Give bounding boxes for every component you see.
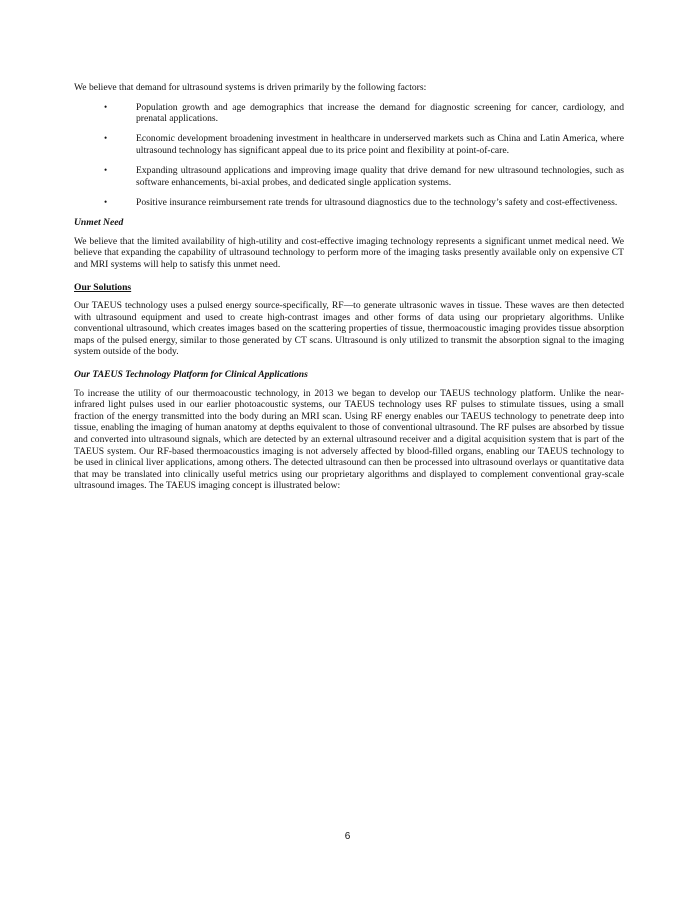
platform-paragraph: To increase the utility of our thermoacoustic technology, in 2013 we began to develop our TAEUS technology platform. Unlike the near-infrared light pulses used in our earlier photoacoustic systems, our TAEUS technology uses RF pulses to stimulate tissues, using a small fraction of the energy transmitted into the body during an MRI scan. Using RF energy enables our TAEUS technology to penetrate deep into tissue, enabling the imaging of human anatomy at depths equivalent to those of conventional ultrasound. The RF pulses are absorbed by tissue and converted into ultrasound signals, which are detected by an external ultrasound receiver and a digital acquisition system that is part of the TAEUS system. Our RF-based thermoacoustics imaging is not adversely affected by blood-filled organs, enabling our TAEUS technology to be used in clinical liver applications, among others. The detected ultrasound can then be processed into ultrasound overlays or quantitative data that may be translated into clinically useful metrics using our proprietary algorithms and displayed to complement conventional gray-scale ultrasound images. The TAEUS imaging concept is illustrated below: [74, 387, 624, 492]
list-item-text: Population growth and age demographics that increase the demand for diagnostic screening for cancer, cardiology, and prenatal applications. [136, 101, 624, 125]
list-item-text: Expanding ultrasound applications and improving image quality that drive demand for new ultrasound technologies, such as software enhancements, bi-axial probes, and dedicated single application systems. [136, 165, 624, 188]
bullet-icon: • [104, 133, 108, 144]
list-item [74, 165, 624, 188]
unmet-need-heading: Unmet Need [74, 217, 124, 229]
list-item [74, 102, 624, 125]
our-solutions-paragraph: Our TAEUS technology uses a pulsed energy source-specifically, RF—to generate ultrasonic waves in tissue. These waves are then detected with ultrasound equipment and used to create high-contrast images and other forms of data using our proprietary algorithms. Unlike conventional ultrasound, which creates images based on the scattering properties of tissue, thermoacoustic imaging provides tissue absorption maps of the pulsed energy, similar to those generated by CT scans. Ultrasound is only utilized to transmit the absorption signal to the imaging system outside of the body. [74, 300, 624, 358]
list-item-text: Economic development broadening investment in healthcare in underserved markets such as China and Latin America, where ultrasound technology has significant appeal due to its price point and flexibility at point-of-care. [136, 133, 624, 156]
list-item [74, 133, 624, 156]
bullet-icon: • [104, 165, 108, 176]
list-item-text: Positive insurance reimbursement rate trends for ultrasound diagnostics due to the technology’s safety and cost-effectiveness. [136, 196, 618, 208]
list-item [74, 197, 624, 209]
bullet-icon: • [104, 196, 108, 207]
bullet-icon: • [104, 101, 108, 112]
intro-paragraph: We believe that demand for ultrasound systems is driven primarily by the following factors: [74, 82, 427, 93]
demand-factors-list [74, 102, 624, 209]
page-number: 6 [344, 831, 351, 842]
unmet-need-paragraph: We believe that the limited availability of high-utility and cost-effective imaging technology represents a significant unmet medical need. We believe that expanding the capability of ultrasound technology to perform more of the imaging tasks presently available only on expensive CT and MRI systems will help to satisfy this unmet need. [74, 235, 624, 270]
platform-heading: Our TAEUS Technology Platform for Clinical Applications [74, 369, 308, 381]
document-body [74, 82, 624, 503]
our-solutions-heading: Our Solutions [74, 281, 132, 293]
